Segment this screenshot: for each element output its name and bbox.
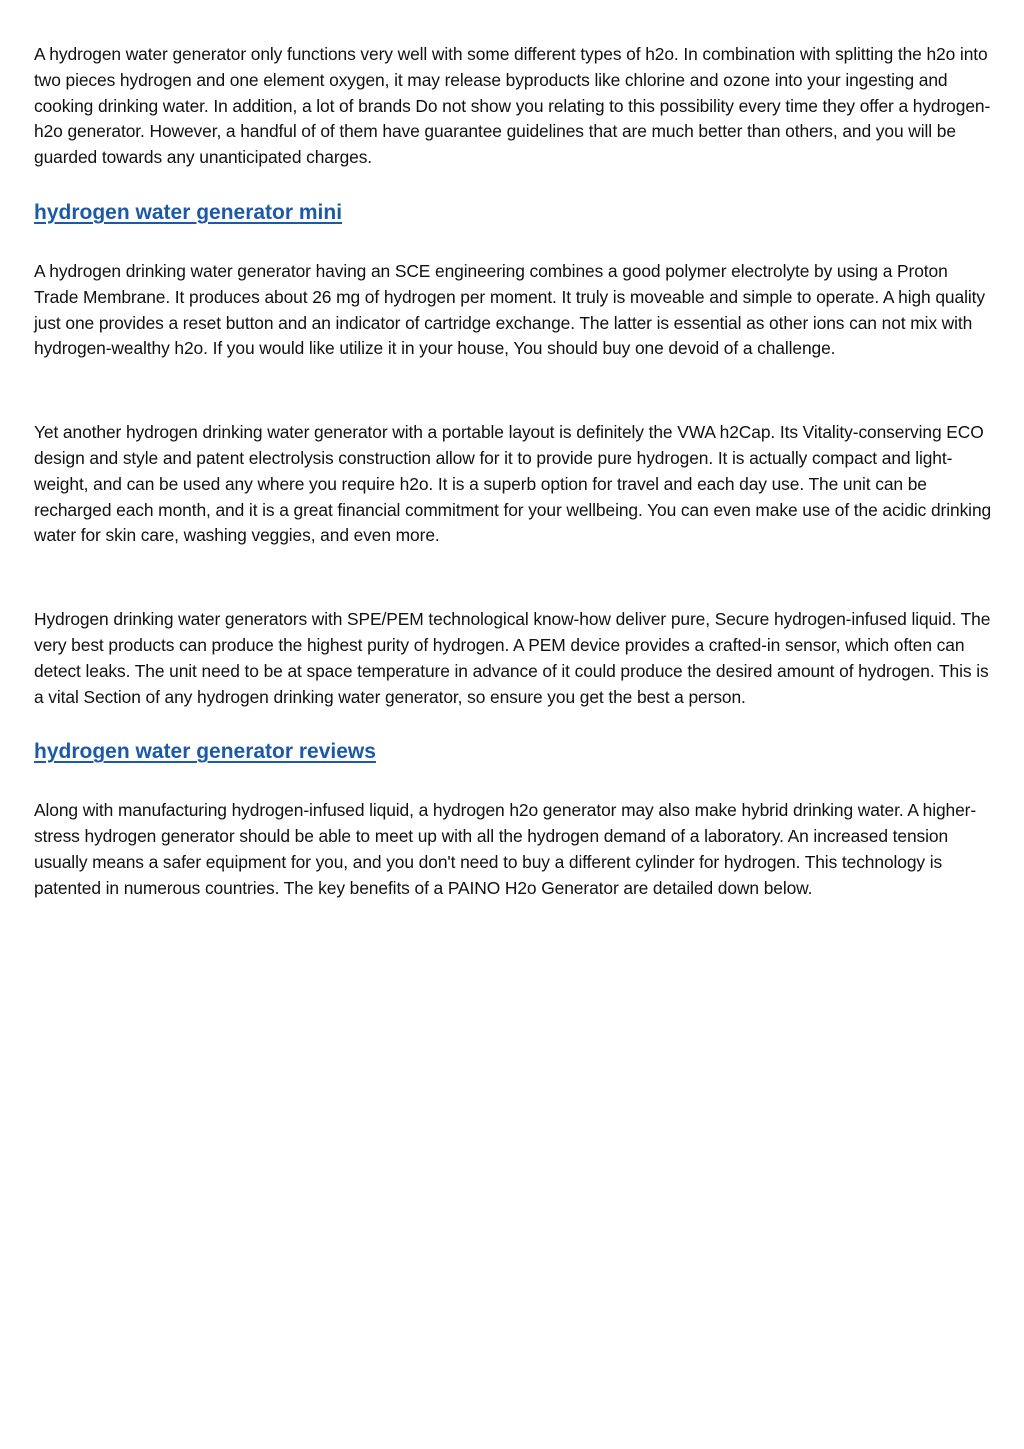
paragraph-1: A hydrogen water generator only functions very well with some different types of h2o. In combination with splitting the h2o into two pieces hydrogen and one element oxygen, it may release byproducts like chlorine and ozone into your ingesting and cooking drinking water. In addition, a lot of brands Do not show you relating to this possibility every time they offer a hydrogen-h2o generator. However, a handful of of them have guarantee guidelines that are much better than others, and you will be guarded towards any unanticipated charges. xyxy=(34,44,991,168)
spacer xyxy=(34,766,996,798)
heading-link-reviews[interactable]: hydrogen water generator reviews xyxy=(34,740,376,764)
document-page xyxy=(34,42,996,902)
spacer xyxy=(34,171,996,199)
heading-link-mini[interactable]: hydrogen water generator mini xyxy=(34,200,343,224)
paragraph-2: A hydrogen drinking water generator having an SCE engineering combines a good polymer electrolyte by using a Proton Trade Membrane. It produces about 26 mg of hydrogen per moment. It truly is moveable and simple to operate. A high quality just one provides a reset button and an indicator of cartridge exchange. The latter is essential as other ions can not mix with hydrogen-wealthy h2o. If you would like utilize it in your house, You should buy one devoid of a challenge. xyxy=(34,260,985,359)
paragraph-5: Along with manufacturing hydrogen-infused liquid, a hydrogen h2o generator may also make hybrid drinking water. A higher-stress hydrogen generator should be able to meet up with all the hydrogen demand of a laboratory. An increased tension usually means a safer equipment for you, and you don't need to buy a different cylinder for hydrogen. This technology is patented in numerous countries. The key benefits of a PAINO H2o Generator are detailed down below. xyxy=(34,800,977,898)
spacer xyxy=(34,362,996,420)
spacer xyxy=(34,227,996,259)
spacer xyxy=(34,710,996,738)
spacer xyxy=(34,549,996,607)
paragraph-4: Hydrogen drinking water generators with SPE/PEM technological know-how deliver pure, Secure hydrogen-infused liquid. The very best products can produce the highest purity of hydrogen. A PEM device provides a crafted-in sensor, which often can detect leaks. The unit need to be at space temperature in advance of it could produce the desired amount of hydrogen. This is a vital Section of any hydrogen drinking water generator, so ensure you get the best a person. xyxy=(34,609,991,707)
paragraph-3: Yet another hydrogen drinking water generator with a portable layout is definitely the VWA h2Cap. Its Vitality-conserving ECO design and style and patent electrolysis construction allow for it to provide pure hydrogen. It is actually compact and light-weight, and can be used any where you require h2o. It is a superb option for travel and each day use. The unit can be recharged each month, and it is a great financial commitment for your wellbeing. You can even make use of the acidic drinking water for skin care, washing veggies, and even more. xyxy=(34,422,992,546)
